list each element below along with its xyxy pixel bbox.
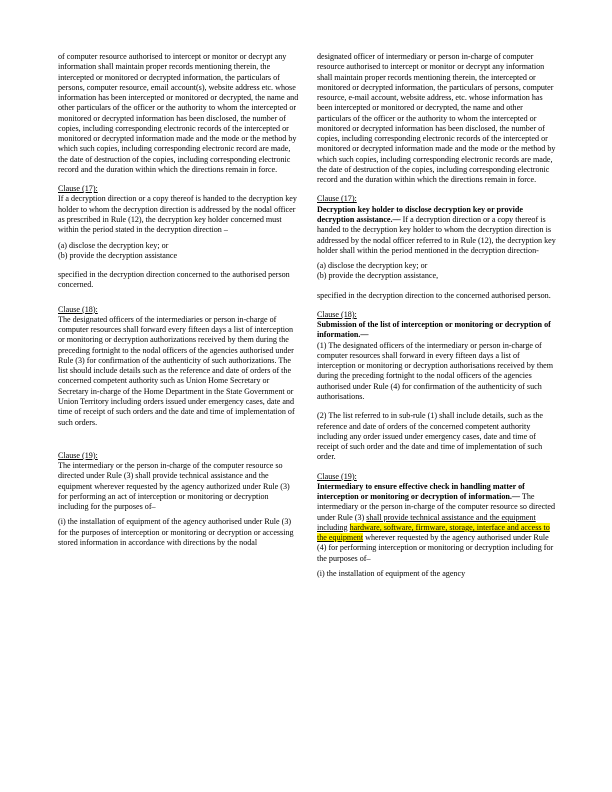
left-clause-18-body: The designated officers of the intermediaries or person in-charge of computer resources shall forward every fifteen days a list of interception or monitoring or decryption authorizations received by them during the preceding fortnight to the nodal officers of the agencies authorised under Rule (3) for confirmation of the authenticity of such authorizations. The list should include details such as the reference and date of orders of the concerned competent authority such as Union Home Secretary or Secretary in-charge of the Home Department in the State Government or Union Territory including orders issued under emergency cases, date and time of receipt of such orders and the date and time of implementation of such orders.: [58, 314, 295, 427]
right-clause-19-paragraph: [317, 482, 558, 564]
right-column: [317, 52, 558, 579]
right-clause-18-subrule-2: (2) The list referred to in sub-rule (1) shall include details, such as the reference and date of orders of the concerned competent authority including any order issued under emergency cases, date and time of receipt of such order and the date and time of implementation of such order.: [317, 411, 543, 462]
left-clause-18-label: Clause (18):: [58, 304, 98, 314]
left-clause-19-item-i: (i) the installation of equipment of the agency authorised under Rule (3) for the purposes of interception or monitoring or decryption or accessing stored information in accordance with directions by the nodal: [58, 517, 294, 547]
right-clause-18-label: Clause (18):: [317, 309, 357, 319]
right-clause-17-paragraph: [317, 205, 558, 256]
left-continuation-paragraph: of computer resource authorised to intercept or monitor or decrypt any information shall maintain proper records mentioning therein, the intercepted or monitored or decrypted information, the particulars of persons, computer resource, email account(s), website address etc. whose information has been intercepted or monitored or decrypted, the name and other particulars of the officer or the authority to whom the intercepted or monitored or decrypted information has been disclosed, the number of copies, including corresponding electronic records of the intercepted or monitored or decrypted information made and the mode or the method by which such copies, including corresponding electronic record are made, the date of destruction of the copies, including corresponding electronic record and the duration within which the directions remain in force.: [58, 52, 299, 174]
right-clause-19-body-underlined: shall provide technical assistance and the equipment including: [317, 512, 536, 532]
right-clause-19-title: Intermediary to ensure effective check in handling matter of interception or monitoring or decryption of information.—: [317, 481, 525, 502]
right-clause-17-item-a: (a) disclose the decryption key; or: [317, 261, 428, 271]
left-clause-17-item-a: (a) disclose the decryption key; or: [58, 240, 169, 250]
left-clause-19-label: Clause (19):: [58, 450, 98, 460]
right-clause-19-label: Clause (19):: [317, 471, 357, 481]
left-clause-17-item-b: (b) provide the decryption assistance: [58, 250, 178, 260]
right-continuation-paragraph: designated officer of intermediary or person in-charge of computer resource authorised to intercept or monitor or decrypt any information shall maintain proper records mentioning therein, the intercepted or monitored or decrypted information, the particulars of persons, computer resource, e-mail account, website address, etc. whose information has been intercepted or monitored or decrypted, the name and other particulars of the officer or the authority to whom the intercepted or monitored or decrypted information has been disclosed, the number of copies, including corresponding electronic records of the intercepted or monitored or decrypted information made and the mode or the method by which such copies, including corresponding electronic records are made, the date of destruction of the copies, including corresponding electronic record and the duration within which the directions remain in force.: [317, 52, 556, 185]
right-clause-17-title: Decryption key holder to disclose decryption key or provide decryption assistance.—: [317, 204, 523, 224]
right-clause-17-item-b: (b) provide the decryption assistance,: [317, 271, 439, 281]
right-clause-19-item-i: (i) the installation of equipment of the agency: [317, 568, 466, 578]
two-column-layout: [58, 52, 558, 579]
left-clause-17-label: Clause (17):: [58, 184, 98, 194]
right-clause-17-tail: specified in the decryption direction to the concerned authorised person.: [317, 290, 551, 300]
left-clause-17-tail: specified in the decryption direction concerned to the authorised person concerned.: [58, 270, 290, 290]
right-clause-19-body-part-1: The intermediary or the person in-charge of the computer resource so directed under Rule (3): [317, 492, 556, 522]
left-clause-17-body: If a decryption direction or a copy thereof is handed to the decryption key holder to whom the decryption direction is addressed by the nodal officer as prescribed in Rule (12), the decryption key holder concerned must within the period stated in the decryption direction –: [58, 194, 297, 235]
left-column: [58, 52, 299, 579]
right-clause-18-subrule-1: (1) The designated officers of the intermediary or person in-charge of computer resources shall forward in every fifteen days a list of interception or monitoring or decryption authorisations received by them during the preceding fortnight to the nodal officers of the agencies authorised under Rule (4) for confirmation of the authenticity of such authorisations.: [317, 340, 554, 401]
left-clause-19-body: The intermediary or the person in-charge of the computer resource so directed under Rule (3) shall provide technical assistance and the equipment wherever requested by the agency authorized under Rule (3) for performing an act of interception or monitoring or decryption including for the purposes of–: [58, 461, 290, 512]
right-clause-17-body: If a decryption direction or a copy thereof is handed to the decryption key holder to whom the decryption direction is addressed by the nodal officer referred to in Rule (12), the decryption key holder shall within the period mentioned in the decryption direction-: [317, 214, 556, 255]
right-clause-19-body-highlighted: hardware, software, firmware, storage, interface and access to the equipment: [317, 522, 550, 543]
right-clause-17-label: Clause (17):: [317, 194, 357, 204]
right-clause-18-title: Submission of the list of interception or monitoring or decryption of information.—: [317, 320, 551, 340]
right-clause-19-body-part-2: wherever requested by the agency authorised under Rule (4) for performing interception or monitoring or decryption including for the purposes of–: [317, 533, 554, 563]
